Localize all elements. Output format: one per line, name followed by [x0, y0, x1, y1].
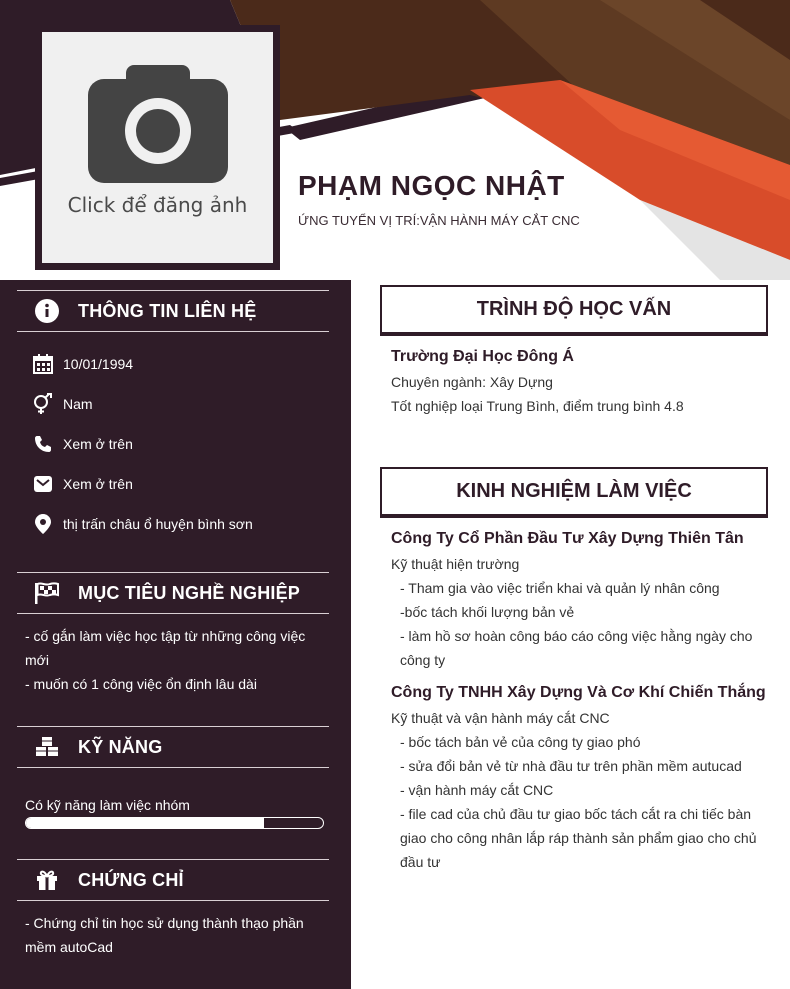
applied-position: ỨNG TUYỂN VỊ TRÍ:VẬN HÀNH MÁY CẮT CNC [298, 213, 580, 228]
email-icon [32, 473, 54, 495]
job-task: - file cad của chủ đầu tư giao bốc tách cắt ra chi tiếc bàn giao cho công nhân lắp ráp thành sản phẩm giao cho chủ đầu tư [400, 806, 757, 870]
skills-title: KỸ NĂNG [78, 736, 163, 757]
job-task: - Tham gia vào việc triển khai và quản lý nhân công [400, 580, 720, 596]
objective-title: MỤC TIÊU NGHỀ NGHIỆP [78, 582, 301, 603]
job-task: - vận hành máy cắt CNC [400, 782, 554, 798]
job-task: - làm hồ sơ hoàn công báo cáo công việc hằng ngày cho công ty [400, 628, 753, 668]
email-text: Xem ở trên [63, 476, 133, 492]
phone-icon [32, 433, 54, 455]
objective-line: - cố gắn làm việc học tập từ những công việc mới [25, 628, 306, 668]
job-task: -bốc tách khối lượng bản vẻ [400, 604, 575, 620]
birthday-text: 10/01/1994 [63, 356, 134, 372]
upload-photo-button[interactable] [42, 32, 273, 263]
location-icon [32, 513, 54, 535]
contact-section-header [17, 290, 329, 332]
skills-section-header [17, 726, 329, 768]
contact-phone [32, 433, 133, 455]
job-task: - bốc tách bản vẻ của công ty giao phó [400, 734, 641, 750]
contact-address [32, 513, 253, 535]
major-text: Chuyên ngành: Xây Dựng [391, 374, 553, 390]
camera-icon [88, 65, 228, 185]
contact-birthday [32, 353, 133, 375]
contact-gender [32, 393, 93, 415]
candidate-name: PHẠM NGỌC NHẬT [298, 170, 565, 201]
school-name: Trường Đại Học Đông Á [391, 348, 574, 365]
education-section-header: TRÌNH ĐỘ HỌC VẤN [380, 285, 768, 336]
address-text: thị trấn châu ổ huyện bình sơn [63, 516, 253, 532]
experience-section-header: KINH NGHIỆM LÀM VIỆC [380, 467, 768, 518]
company-name: Công Ty TNHH Xây Dựng Và Cơ Khí Chiến Thắng [391, 684, 766, 701]
certificates-text: - Chứng chỉ tin học sử dụng thành thạo phần mềm autoCad [25, 915, 304, 955]
objective-section-header [17, 572, 329, 614]
skill-bar [25, 817, 324, 829]
phone-text: Xem ở trên [63, 436, 133, 452]
certificates-section-header [17, 859, 329, 901]
contact-email [32, 473, 133, 495]
gender-icon [32, 393, 54, 415]
sidebar [0, 280, 351, 989]
photo-caption: Click để đăng ảnh [67, 193, 248, 217]
photo-frame [35, 25, 280, 270]
objective-text [25, 624, 321, 696]
contact-title: THÔNG TIN LIÊN HỆ [78, 300, 257, 321]
job-role: Kỹ thuật hiện trường [391, 556, 520, 572]
job-task: - sửa đổi bản vẻ từ nhà đầu tư trên phần mềm autucad [400, 758, 742, 774]
gift-icon [34, 867, 60, 893]
company-name: Công Ty Cổ Phần Đầu Tư Xây Dựng Thiên Tân [391, 530, 744, 547]
job-role: Kỹ thuật và vận hành máy cắt CNC [391, 710, 610, 726]
info-icon [34, 298, 60, 324]
skill-bar-fill [26, 818, 264, 828]
grade-text: Tốt nghiệp loại Trung Bình, điểm trung bình 4.8 [391, 398, 684, 414]
flag-icon [34, 580, 60, 606]
cubes-icon [34, 734, 60, 760]
calendar-icon [32, 353, 54, 375]
objective-line: - muốn có 1 công việc ổn định lâu dài [25, 676, 257, 692]
gender-text: Nam [63, 396, 93, 412]
skill-label: Có kỹ năng làm việc nhóm [25, 797, 190, 813]
certificates-title: CHỨNG CHỈ [78, 869, 184, 890]
